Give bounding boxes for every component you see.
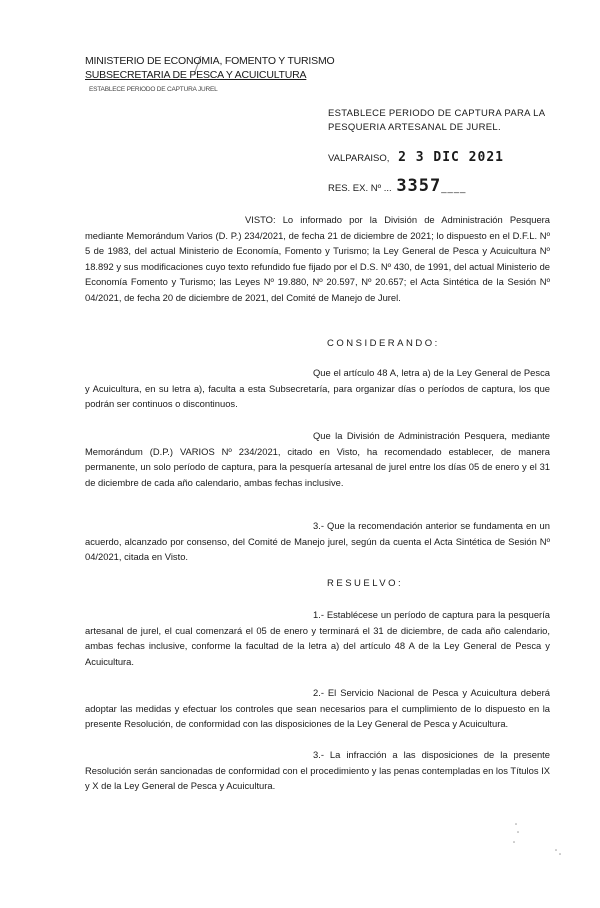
- reference-line: ESTABLECE PERIODO DE CAPTURA JUREL: [89, 86, 218, 93]
- considerando-item-text: Que la División de Administración Pesquera, mediante Memorándum (D.P.) VARIOS Nº 234/2021, citado en Visto, ha recomendado establecer, de manera permanente, un solo período de captura, para la pesquería artesanal de jurel entre los días 05 de enero y el 31 de diciembre de cada año calendario, ambas fechas inclusive.: [85, 430, 550, 488]
- visto-paragraph: [85, 212, 550, 306]
- resolution-trail: ____: [441, 183, 467, 194]
- resuelvo-item-text: 1.- Establécese un período de captura para la pesquería artesanal de jurel, el cual comenzará el 05 de enero y terminará el 31 de diciembre, de cada año calendario, ambas fechas inclusive, conforme la facultad de la letra a) del artículo 48 A de la Ley General de Pesca y Acuicultura.: [85, 609, 550, 667]
- considerando-item-2: [85, 428, 550, 490]
- date-stamp: 2 3 DIC 2021: [398, 150, 504, 165]
- considerando-item-3: [85, 518, 550, 565]
- faint-stamp-mark: [508, 820, 568, 860]
- place-date: [328, 150, 504, 165]
- ministry-name: MINISTERIO DE ECONOMIA, FOMENTO Y TURISMO: [85, 55, 335, 67]
- resolution-number: [328, 176, 466, 196]
- resuelvo-item-2: [85, 685, 550, 732]
- place-label: VALPARAISO,: [328, 153, 390, 164]
- resolution-subject: ESTABLECE PERIODO DE CAPTURA PARA LA PESQUERIA ARTESANAL DE JUREL.: [328, 108, 545, 133]
- considerando-item-text: Que el artículo 48 A, letra a) de la Ley General de Pesca y Acuicultura, en su letra a), faculta a esta Subsecretaría, para organizar días o períodos de captura, los que podrán ser continuos o discontinuos.: [85, 367, 550, 410]
- considerando-heading: CONSIDERANDO:: [327, 338, 440, 349]
- considerando-item-text: 3.- Que la recomendación anterior se fundamenta en un acuerdo, alcanzado por consenso, del Comité de Manejo jurel, según da cuenta el Acta Sintética de Sesión Nº 04/2021, citada en Visto.: [85, 520, 550, 563]
- considerando-item-1: [85, 365, 550, 412]
- visto-text: VISTO: Lo informado por la División de Administración Pesquera mediante Memorándum Varios (D. P.) 234/2021, de fecha 21 de diciembre de 2021; lo dispuesto en el D.F.L. Nº 5 de 1983, del actual Ministerio de Economía, Fomento y Turismo; la Ley General de Pesca y Acuicultura Nº 18.892 y sus modificaciones cuyo texto refundido fue fijado por el D.S. Nº 430, de 1991, del actual Ministerio de Economía Fomento y Turismo; las Leyes Nº 19.880, Nº 20.597, Nº 20.657; el Acta Sintética de la Sesión Nº 04/2021, de fecha 20 de diciembre de 2021, del Comité de Manejo de Jurel.: [85, 214, 550, 303]
- resolution-leader: ...: [383, 183, 392, 194]
- resolution-label: RES. EX. Nº: [328, 183, 382, 194]
- resuelvo-item-3: [85, 747, 550, 794]
- resuelvo-item-1: [85, 607, 550, 669]
- resuelvo-item-text: 2.- El Servicio Nacional de Pesca y Acuicultura deberá adoptar las medidas y efectuar los controles que sean necesarios para el cumplimiento de lo dispuesto en la presente Resolución, de conformidad con las disposiciones de la Ley General de Pesca y Acuicultura.: [85, 687, 550, 730]
- resuelvo-item-text: 3.- La infracción a las disposiciones de la presente Resolución serán sancionadas de conformidad con el procedimiento y las penas contempladas en los Títulos IX y X de la Ley General de Pesca y Acuicultura.: [85, 749, 550, 792]
- subsecretaria-name: SUBSECRETARIA DE PESCA Y ACUICULTURA: [85, 69, 307, 81]
- resuelvo-heading: RESUELVO:: [327, 578, 404, 589]
- resolution-number-value: 3357: [396, 176, 442, 196]
